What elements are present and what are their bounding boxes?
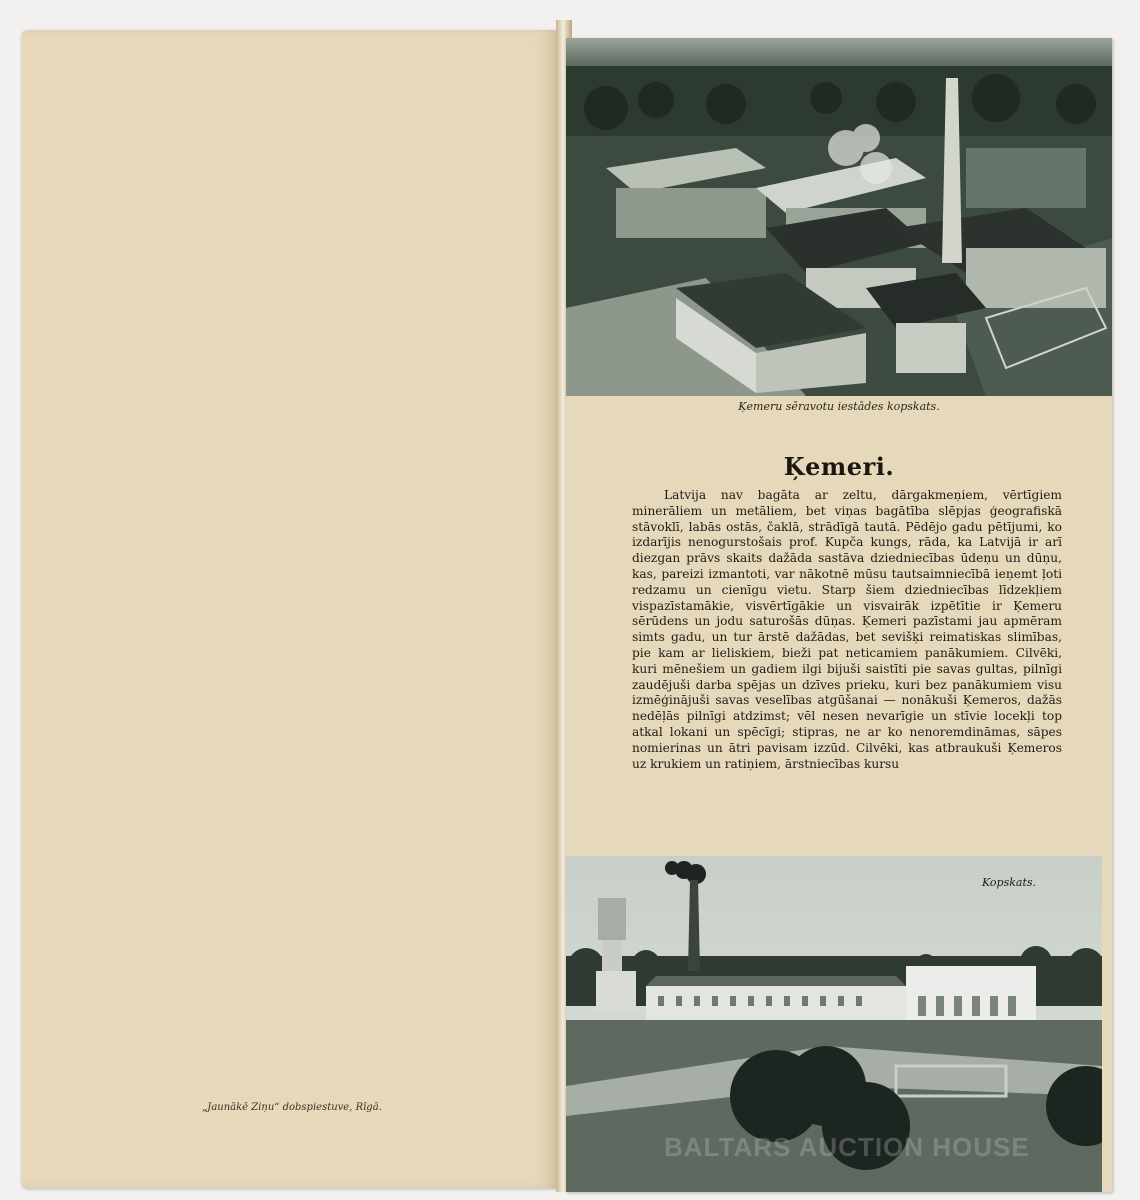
watermark: BALTARS AUCTION HOUSE <box>664 1132 1030 1162</box>
left-page <box>22 30 562 1188</box>
article-body: Latvija nav bagāta ar zeltu, dārgakmeņiem, vērtīgiem minerāliem un metāliem, bet viņas bagātība slēpjas ģeografiskā stāvoklī, labās ostās, čaklā, strādīgā tautā. Pēdējo gadu pētījumi, ko izdarījis nenogurstošais prof. Kupča kungs, rāda, ka Latvijā ir arī diezgan prāvs skaits dažāda sastāva dziedniecības ūdeņu un dūņu, kas, pareizi izmantoti, var nākotnē mūsu tautsaimniecībā ieņemt ļoti redzamu un cienīgu vietu. Starp šiem dziedniecības līdzekļiem vispazīstamākie, visvērtīgākie un visvairāk izpētītie ir Ķemeru sērūdens un jodu saturošās dūņas. Ķemeri pazīstami jau apmēram simts gadu, un tur ārstē dažādas, bet sevišķi reimatiskas slimības, pie kam ar lieliskiem, bieži pat neticamiem panākumiem. Cilvēki, kuri mēnešiem un gadiem ilgi bijuši saistīti pie savas gultas, pilnīgi zaudējuši darba spējas un dzīves prieku, kuri bez panākumiem visu izmēģinājuši savas veselības atgūšanai — nonākuši Ķemeros, dažās nedēļās pilnīgi atdzimst; vēl nesen nevarīgie un stīvie locekļi top atkal lokani un spēcīgi; stipras, ne ar ko nenoremdināmas, sāpes nomierinas un ātri pavisam izzūd. Cilvēki, kas atbraukuši Ķemeros uz krukiem un ratiņiem, ārstniecības kursu <box>632 488 1062 771</box>
bottom-photo-caption: Kopskats. <box>982 876 1037 889</box>
sanatorium-aerial-photo <box>566 38 1112 396</box>
top-photo-caption: Ķemeru sēravotu iestādes kopskats. <box>738 400 940 413</box>
aerial-photo-illustration <box>566 38 1112 396</box>
printer-note: „Jaunākē Ziņu“ dobspiestuve, Rīgā. <box>202 1102 382 1113</box>
page-title: Ķemeri. <box>783 452 895 481</box>
